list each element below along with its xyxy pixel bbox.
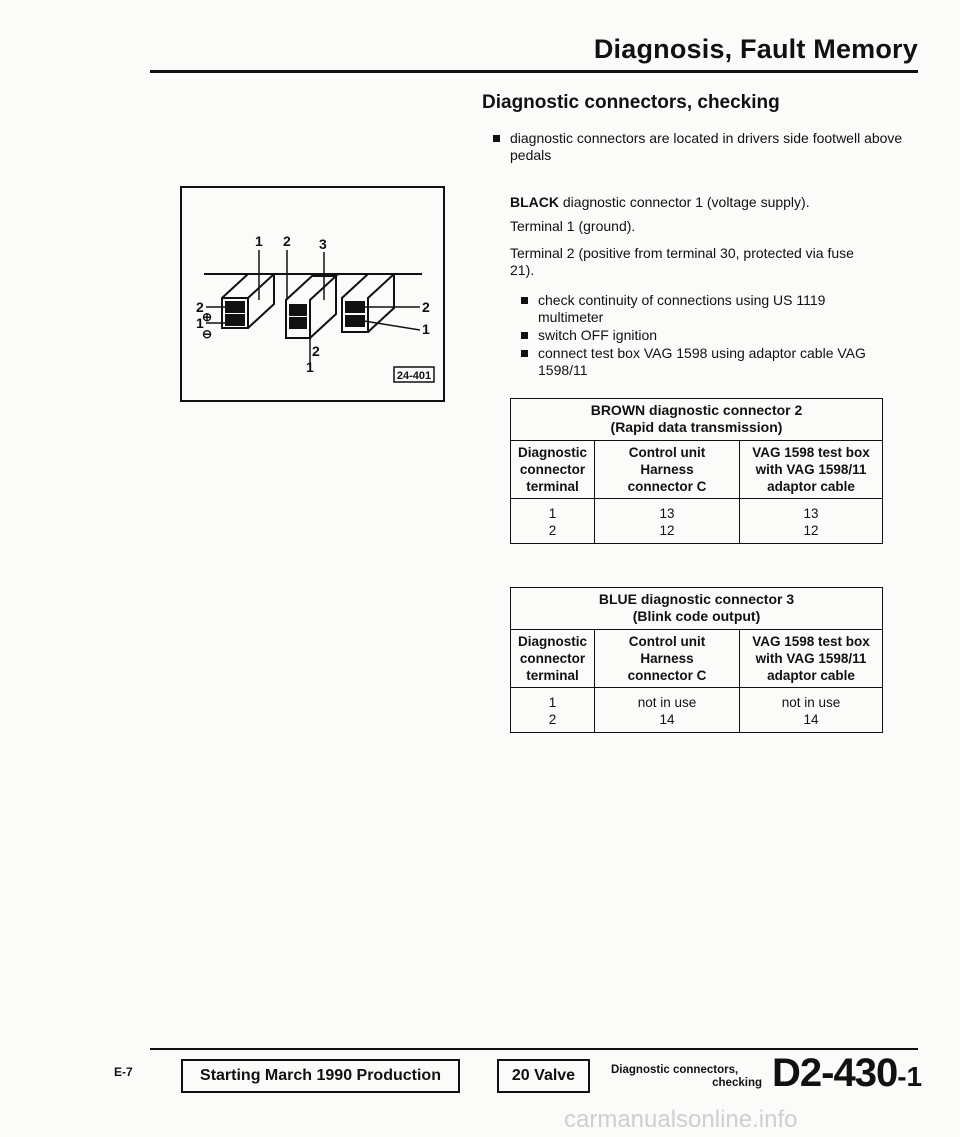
connector-1 [222,274,274,328]
connector-3 [342,274,394,332]
minus-icon: ⊖ [202,327,213,341]
table-cell: not in use 14 [781,695,841,727]
plus-icon: ⊕ [202,310,213,324]
header-divider [150,70,918,73]
footer-divider [150,1048,918,1050]
page-code-main: D2-430 [772,1051,898,1095]
table-caption-line: (Rapid data transmission) [610,419,783,435]
figure-label-left-2: 2 [196,299,204,315]
table-caption-line: (Blink code output) [632,608,761,624]
table-header-row [511,630,882,688]
terminal-2-text: Terminal 2 (positive from terminal 30, protected via fuse 21). [510,245,854,278]
table-cell: 1 2 [511,688,595,732]
table-cell: 13 12 [595,499,740,543]
step-item [520,292,890,326]
table-caption [511,399,882,441]
black-connector-name: BLACK [510,194,559,210]
figure-label-right-2: 2 [422,299,430,315]
figure-label-2: 2 [283,233,291,249]
connector-2 [286,276,336,338]
header-cell: Diagnostic connector terminal [511,630,595,687]
location-note-text: diagnostic connectors are located in drivers side footwell above pedals [510,130,903,163]
valve-badge: 20 Valve [497,1059,590,1093]
step-item [520,327,890,344]
black-connector-text [510,194,890,211]
step-text: check continuity of connections using US 1119 multimeter [538,292,826,325]
table-cell: not in use 14 [595,688,740,732]
header-cell: VAG 1598 test box with VAG 1598/11 adaptor cable [752,445,870,494]
footer-caption [611,1064,764,1090]
table-row [511,499,882,543]
table-cell: 1 2 [511,499,595,543]
production-badge: Starting March 1990 Production [181,1059,460,1093]
procedure-steps [520,292,890,379]
table-cell: 13 12 [803,506,819,538]
black-connector-description: diagnostic connector 1 (voltage supply). [562,194,810,210]
figure-ref: 24-401 [396,370,432,382]
figure-label-3: 3 [319,236,327,252]
header-cell: Control unit Harness connector C [595,441,740,498]
step-item [520,345,890,379]
footer-caption-line: checking [712,1077,762,1089]
figure-label-mid-2: 2 [312,343,320,359]
section-title: Diagnostic connectors, checking [482,92,780,113]
page-header-title: Diagnosis, Fault Memory [593,34,918,64]
table-caption-line: BLUE diagnostic connector 3 [598,591,795,607]
table-caption [511,588,882,630]
figure-label-right-1: 1 [422,321,430,337]
footer-caption-line: Diagnostic connectors, [611,1064,739,1076]
figure-label-1: 1 [255,233,263,249]
blue-connector-table [510,587,883,733]
step-text: connect test box VAG 1598 using adaptor cable VAG 1598/11 [538,345,866,378]
header-cell: VAG 1598 test box with VAG 1598/11 adaptor cable [752,634,870,683]
table-caption-line: BROWN diagnostic connector 2 [590,402,803,418]
terminal-1-text: Terminal 1 (ground). [510,218,636,234]
table-row [511,688,882,732]
connector-diagram-figure [180,186,445,402]
step-text: switch OFF ignition [538,327,658,343]
footer-page-id: E-7 [114,1065,133,1079]
header-cell: Control unit Harness connector C [595,630,740,687]
header-cell: Diagnostic connector terminal [511,441,595,498]
watermark: carmanualsonline.info [564,1106,798,1133]
brown-connector-table [510,398,883,544]
table-header-row [511,441,882,499]
figure-label-mid-1: 1 [306,359,314,375]
figure-label-left-1: 1 [196,315,204,331]
location-note [492,130,910,164]
page-code-suffix: -1 [897,1061,923,1092]
page-code [772,1051,922,1096]
connector-diagram [182,188,443,400]
